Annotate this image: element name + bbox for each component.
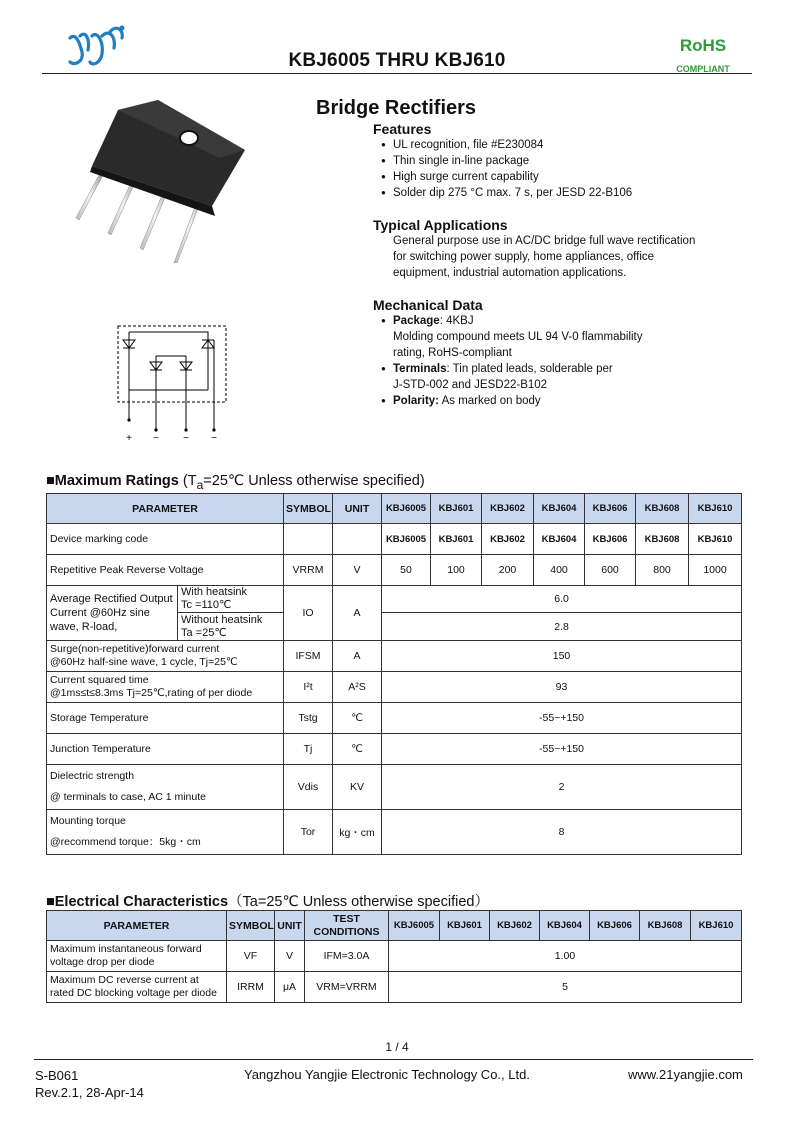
param-cell — [47, 586, 178, 641]
marking-cell: KBJ608 — [636, 524, 689, 555]
table-row — [47, 703, 742, 734]
symbol-cell: VF — [227, 941, 275, 972]
value-cell: -55~+150 — [382, 703, 742, 734]
terminals-value: : Tin plated leads, solderable per — [446, 363, 613, 375]
col-header: KBJ604 — [540, 911, 590, 941]
page-number: 1 / 4 — [385, 1040, 409, 1054]
electrical-bullet: ■ — [46, 894, 55, 910]
condition-line: Without heatsink — [181, 613, 263, 626]
col-header: KBJ601 — [431, 494, 482, 524]
value-cell: 400 — [534, 555, 585, 586]
unit-cell — [333, 524, 382, 555]
mechanical-list — [379, 313, 719, 409]
max-ratings-heading — [46, 473, 425, 492]
marking-cell: KBJ604 — [534, 524, 585, 555]
marking-cell: KBJ601 — [431, 524, 482, 555]
param-line: Current @60Hz sine — [50, 607, 150, 619]
package-detail: Molding compound meets UL 94 V-0 flammability — [393, 331, 643, 343]
rohs-compliant-label: COMPLIANT — [676, 64, 730, 74]
condition-cell — [178, 586, 284, 613]
applications-line: for switching power supply, home appliances, office — [393, 251, 655, 263]
marking-cell: KBJ602 — [482, 524, 534, 555]
condition-line: Tc =110℃ — [181, 599, 232, 611]
param-line: @recommend torque：5kg・cm — [50, 836, 201, 848]
condition-pre: (T — [178, 473, 197, 489]
company-name: Yangzhou Yangjie Electronic Technology Co., Ltd. — [244, 1067, 530, 1082]
col-header: KBJ610 — [691, 911, 742, 941]
applications-line: equipment, industrial automation applications. — [393, 267, 627, 279]
applications-text — [393, 233, 733, 281]
condition-line: With heatsink — [181, 586, 248, 598]
param-cell: Device marking code — [47, 524, 284, 555]
rohs-badge — [664, 36, 742, 74]
feature-item: ● Solder dip 275 °C max. 7 s, per JESD 22-B106 — [379, 185, 632, 201]
param-line: Dielectric strength — [50, 770, 135, 782]
param-line: Maximum instantaneous forward — [50, 943, 202, 955]
param-line: Maximum DC reverse current at — [50, 974, 199, 986]
pin-label-minus: − — [211, 433, 217, 444]
value-cell: 50 — [382, 555, 431, 586]
electrical-condition: （Ta=25℃ Unless otherwise specified） — [228, 894, 489, 910]
param-line: voltage drop per diode — [50, 956, 155, 968]
symbol-cell: Tstg — [284, 703, 333, 734]
pin-label-ac1: ~ — [153, 433, 159, 444]
document-id — [35, 1067, 144, 1101]
package-label: Package — [393, 315, 440, 327]
unit-cell: V — [333, 555, 382, 586]
table-header-row — [47, 911, 742, 941]
value-cell: 1000 — [689, 555, 742, 586]
param-cell — [47, 941, 227, 972]
footer-rule — [34, 1059, 753, 1060]
col-header: TEST CONDITIONS — [305, 911, 389, 941]
param-line: rated DC blocking voltage per diode — [50, 987, 217, 999]
symbol-cell: Tor — [284, 810, 333, 855]
table-row — [47, 586, 742, 613]
param-cell — [47, 810, 284, 855]
unit-cell: A²S — [333, 672, 382, 703]
table-row — [47, 734, 742, 765]
param-line: @ terminals to case, AC 1 minute — [50, 791, 206, 803]
rohs-label: RoHS — [679, 36, 727, 55]
param-line: Surge(non-repetitive)forward current — [50, 643, 220, 655]
condition-post: =25℃ Unless otherwise specified) — [203, 473, 425, 489]
symbol-cell: I²t — [284, 672, 333, 703]
marking-cell: KBJ610 — [689, 524, 742, 555]
condition-cell: VRM=VRRM — [305, 972, 389, 1003]
value-cell: 600 — [585, 555, 636, 586]
symbol-cell: IFSM — [284, 641, 333, 672]
features-heading: Features — [373, 121, 432, 137]
value-cell: 800 — [636, 555, 689, 586]
unit-cell: ℃ — [333, 703, 382, 734]
package-value: : 4KBJ — [439, 315, 474, 327]
mechanical-heading: Mechanical Data — [373, 297, 483, 313]
table-row — [47, 555, 742, 586]
unit-cell: A — [333, 586, 382, 641]
col-header: SYMBOL — [227, 911, 275, 941]
unit-cell: ℃ — [333, 734, 382, 765]
col-header: KBJ606 — [590, 911, 640, 941]
symbol-cell: Tj — [284, 734, 333, 765]
value-cell: 5 — [389, 972, 742, 1003]
col-header: UNIT — [333, 494, 382, 524]
electrical-heading — [46, 890, 489, 911]
col-header: PARAMETER — [47, 494, 284, 524]
package-image — [70, 98, 245, 263]
param-cell — [47, 972, 227, 1003]
value-cell: 8 — [382, 810, 742, 855]
col-header: KBJ602 — [482, 494, 534, 524]
condition-cell: IFM=3.0A — [305, 941, 389, 972]
terminals-label: Terminals — [393, 363, 447, 375]
doc-number: S-B061 — [35, 1068, 79, 1083]
param-line: @1ms≤t≤8.3ms Tj=25℃,rating of per diode — [50, 687, 253, 699]
unit-cell: A — [333, 641, 382, 672]
col-header: KBJ606 — [585, 494, 636, 524]
unit-cell: KV — [333, 765, 382, 810]
applications-heading: Typical Applications — [373, 217, 508, 233]
param-line: wave, R-load, — [50, 621, 118, 633]
mechanical-package — [379, 313, 719, 361]
param-cell: Junction Temperature — [47, 734, 284, 765]
col-header: KBJ6005 — [382, 494, 431, 524]
max-ratings-condition — [178, 473, 425, 492]
pin-label-ac2: ~ — [183, 433, 189, 444]
table-row — [47, 765, 742, 810]
value-cell: 93 — [382, 672, 742, 703]
table-row — [47, 524, 742, 555]
unit-cell: V — [275, 941, 305, 972]
condition-cell — [178, 613, 284, 641]
pin-label-plus: + — [126, 433, 132, 444]
table-row — [47, 972, 742, 1003]
header-rule — [42, 73, 752, 74]
unit-cell: μA — [275, 972, 305, 1003]
marking-cell: KBJ606 — [585, 524, 636, 555]
col-header: KBJ608 — [636, 494, 689, 524]
table-row — [47, 810, 742, 855]
col-header: KBJ601 — [440, 911, 490, 941]
col-header: UNIT — [275, 911, 305, 941]
value-cell: 1.00 — [389, 941, 742, 972]
doc-revision: Rev.2.1, 28-Apr-14 — [35, 1085, 144, 1100]
website-link[interactable]: www.21yangjie.com — [628, 1067, 743, 1082]
mechanical-polarity — [379, 393, 719, 409]
bridge-schematic — [110, 320, 235, 445]
polarity-value: As marked on body — [439, 395, 541, 407]
symbol-cell: Vdis — [284, 765, 333, 810]
col-header: KBJ6005 — [389, 911, 440, 941]
value-cell: 6.0 — [382, 586, 742, 613]
applications-line: General purpose use in AC/DC bridge full wave rectification — [393, 235, 696, 247]
param-cell — [47, 765, 284, 810]
electrical-table — [46, 910, 742, 1003]
param-cell — [47, 672, 284, 703]
marking-cell: KBJ6005 — [382, 524, 431, 555]
electrical-title: Electrical Characteristics — [54, 894, 229, 910]
features-list — [379, 137, 632, 201]
param-line: Average Rectified Output — [50, 593, 173, 605]
value-cell: 2.8 — [382, 613, 742, 641]
symbol-cell: IRRM — [227, 972, 275, 1003]
condition-line: Ta =25℃ — [181, 626, 227, 639]
value-cell: 150 — [382, 641, 742, 672]
condition-sub: a — [196, 477, 204, 492]
param-line: Current squared time — [50, 674, 149, 686]
param-cell — [47, 641, 284, 672]
document-title: KBJ6005 THRU KBJ610 — [288, 50, 506, 71]
symbol-cell: VRRM — [284, 555, 333, 586]
col-header: PARAMETER — [47, 911, 227, 941]
col-header: SYMBOL — [284, 494, 333, 524]
max-ratings-bullet: ■ — [46, 473, 55, 489]
feature-item: ● UL recognition, file #E230084 — [379, 137, 632, 153]
col-header: KBJ608 — [640, 911, 691, 941]
max-ratings-table — [46, 493, 742, 855]
polarity-label: Polarity: — [393, 395, 440, 407]
value-cell: 200 — [482, 555, 534, 586]
symbol-cell — [284, 524, 333, 555]
package-detail: rating, RoHS-compliant — [393, 347, 512, 359]
symbol-cell: IO — [284, 586, 333, 641]
value-cell: 2 — [382, 765, 742, 810]
feature-item: ● Thin single in-line package — [379, 153, 632, 169]
feature-item: ● High surge current capability — [379, 169, 632, 185]
table-header-row — [47, 494, 742, 524]
mechanical-terminals — [379, 361, 719, 393]
value-cell: -55~+150 — [382, 734, 742, 765]
table-row — [47, 641, 742, 672]
table-row — [47, 941, 742, 972]
unit-cell: kg・cm — [333, 810, 382, 855]
page-subtitle: Bridge Rectifiers — [316, 97, 477, 119]
param-cell: Storage Temperature — [47, 703, 284, 734]
col-header: KBJ604 — [534, 494, 585, 524]
param-line: Mounting torque — [50, 815, 126, 827]
col-header: KBJ610 — [689, 494, 742, 524]
param-line: @60Hz half-sine wave, 1 cycle, Tj=25℃ — [50, 656, 238, 668]
terminals-detail: J-STD-002 and JESD22-B102 — [393, 379, 548, 391]
param-cell: Repetitive Peak Reverse Voltage — [47, 555, 284, 586]
col-header: KBJ602 — [490, 911, 540, 941]
table-row — [47, 672, 742, 703]
max-ratings-title: Maximum Ratings — [54, 473, 179, 489]
value-cell: 100 — [431, 555, 482, 586]
